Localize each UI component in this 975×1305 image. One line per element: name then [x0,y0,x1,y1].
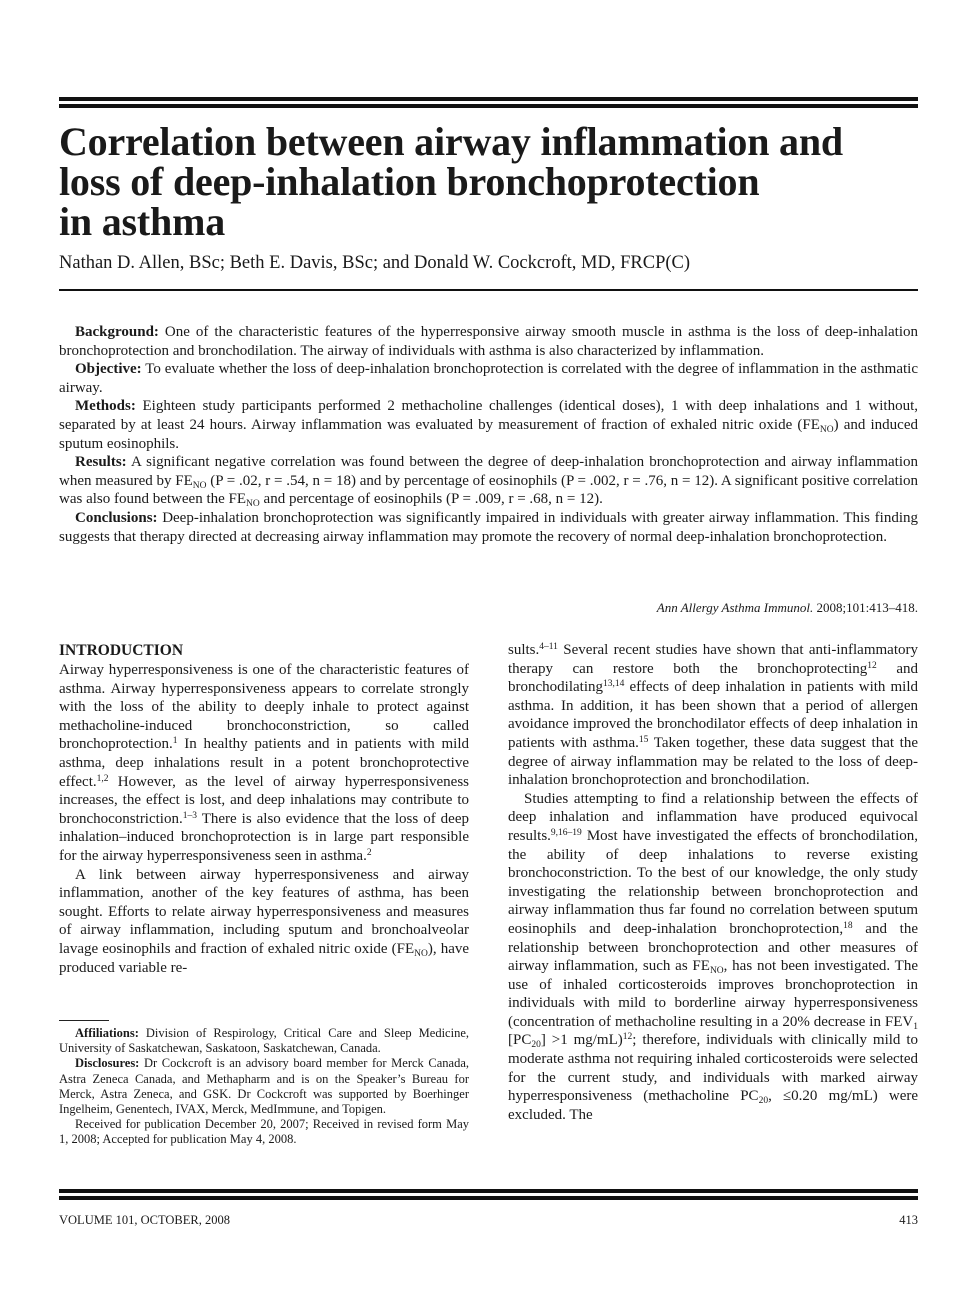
subscript: NO [192,480,207,491]
abstract-conclusions [59,509,918,546]
page-number: 413 [899,1213,918,1227]
affiliations-label: Affiliations: [75,1026,139,1040]
body-paragraph [508,641,918,790]
subscript: NO [414,948,428,959]
top-rule-secondary [59,104,918,108]
abstract-background [59,323,918,360]
abstract-results [59,453,918,509]
journal-citation [657,600,918,616]
volume-info: VOLUME 101, OCTOBER, 2008 [59,1213,230,1227]
conclusions-text: Deep-inhalation bronchoprotection was significantly impaired in individuals with greater airway inflammation. This finding suggests that therapy directed at decreasing airway inflammation may promote the recovery of normal deep-inhalation bronchoprotection. [59,509,918,545]
author-list: Nathan D. Allen, BSc; Beth E. Davis, BSc; and Donald W. Cockcroft, MD, FRCP(C) [59,253,691,273]
abstract [59,323,918,546]
abstract-methods [59,397,918,453]
bottom-rule-secondary [59,1196,918,1200]
objective-label: Objective: [75,361,142,378]
top-rule [59,97,918,101]
results-label: Results: [75,454,127,471]
reference: 1–3 [182,810,197,821]
footnote-divider [59,1020,109,1021]
body-text: sults. [508,642,540,658]
body-text: ), have produced variable re- [59,940,470,976]
body-text: Several recent studies have shown that anti-inflammatory therapy can restore both the bronchoprotecting [508,642,918,677]
abstract-objective [59,360,918,397]
methods-text: Eighteen study participants performed 2 methacholine challenges (identical doses), 1 with deep inhalations and 1 without, separated by at least 24 hours. Airway inflammation was evaluated by measurement of fraction of exhaled nitric oxide (FE [59,398,919,433]
body-text: ] >1 mg/mL) [540,1032,623,1049]
author-divider [59,289,918,291]
body-text: A link between airway hyperresponsiveness and airway inflammation, another of the key features of asthma, has been sought. Efforts to relate airway hyperresponsiveness and measures of airway inflammation, including sputum and bronchoalveolar lavage eosinophils and fraction of exhaled nitric oxide (FE [59,866,469,957]
right-column [508,641,918,1124]
footnote-received: Received for publication December 20, 2007; Received in revised form May 1, 2008; Accepted for publication May 4, 2008. [59,1117,469,1147]
body-text: effects of deep inhalation in patients with mild asthma. In addition, it has been shown that a period of allergen avoidance improved the bronchodilator effects of deep inhalation in patients with asthma. [508,679,918,751]
left-column [59,641,469,977]
objective-text: To evaluate whether the loss of deep-inhalation bronchoprotection is correlated with the degree of inflammation in the asthmatic airway. [59,361,918,396]
subscript: NO [246,499,260,510]
affiliations-text: Division of Respirology, Critical Care and Sleep Medicine, University of Saskatchewan, Saskatoon, Saskatchewan, Canada. [59,1026,469,1056]
subscript: NO [709,966,724,977]
body-text: [PC [508,1032,532,1049]
footnotes [59,1026,469,1148]
methods-label: Methods: [75,398,136,415]
body-text: and bronchodilating [508,660,918,696]
journal-name: Ann Allergy Asthma Immunol. [656,600,814,615]
body-text: , has not been investigated. The use of inhaled corticosteroids improves bronchoprotection in individuals with mild to borderline airway hyperresponsiveness (concentration of methacholine resulting in a 20% decrease in FEV [508,958,918,1030]
reference: 1,2 [96,773,109,784]
disclosures-label: Disclosures: [75,1056,140,1071]
body-text: and the relationship between bronchoprotection and other measures of airway inflammation, such as FE [508,920,918,975]
subscript: 20 [758,1096,769,1107]
body-text: There is also evidence that the loss of deep inhalation–induced bronchoprotection is in large part responsible for the airway hyperresponsiveness seen in asthma. [59,810,469,864]
title-line: loss of deep-inhalation bronchoprotection [59,159,760,204]
reference: 13,14 [602,679,625,690]
reference: 12 [622,1032,633,1043]
title-line: in asthma [59,199,226,244]
footnote-affiliations [59,1026,469,1056]
title-line: Correlation between airway inflammation and [59,119,843,164]
body-text: Studies attempting to find a relationship between the effects of deep inhalation and inflammation have produced equivocal results. [508,790,918,844]
disclosures-text: Dr Cockcroft is an advisory board member for Merck Canada, Astra Zeneca Canada, and Methapharm and is on the Speaker’s Bureau for Merck, Astra Zeneca, and GSK. Dr Cockcroft was supported by Boerhinger Ingelheim, Genentech, IVAX, Merck, MedImmune, and Topigen. [59,1056,470,1117]
results-text: A significant negative correlation was found between the degree of deep-inhalation bronchoprotection and airway inflammation when measured by FE [59,454,918,489]
body-paragraph [59,661,469,866]
subscript: NO [819,424,834,435]
background-text: One of the characteristic features of the hyperresponsive airway smooth muscle in asthma is the loss of deep-inhalation bronchoprotection and bronchodilation. The airway of individuals with asthma is also characterized by inflammation. [59,324,918,359]
reference: 1 [172,736,178,747]
bottom-rule [59,1189,918,1193]
body-text: Airway hyperresponsiveness is one of the characteristic features of asthma. Airway hyperresponsiveness appears to correlate strongly with the loss of the ability to deeply inhale to protect against methacholine-induced bronchoconstriction, so called bronchoprotection. [59,662,469,753]
citation-details: 2008;101:413–418. [813,600,918,615]
body-paragraph [508,790,918,1125]
footnote-disclosures [59,1056,469,1117]
background-label: Background: [75,324,159,340]
article-title [59,119,919,244]
body-text: ; therefore, individuals with clinically mild to moderate asthma not requiring inhaled corticosteroids were selected for the current study, and individuals with marked airway hyperresponsiveness (methacholine PC [508,1032,919,1105]
reference: 4–11 [539,642,558,652]
results-text: (P = .02, r = .54, n = 18) and by percentage of eosinophils (P = .002, r = .76, n = 12). A significant positive correlation was also found between the FE [59,472,919,508]
body-text: , ≤0.20 mg/mL) were excluded. The [508,1088,919,1123]
subscript: 1 [913,1021,918,1032]
body-text: Most have investigated the effects of bronchodilation, the ability of deep inhalations to reverse existing bronchoconstriction. To the best of our knowledge, the only study investigating the relationship between bronchoprotection and airway inflammation thus far found no correlation between sputum eosinophils and deep-inhalation bronchoprotection, [508,827,918,937]
body-paragraph [59,866,469,978]
reference: 15 [638,734,649,745]
results-text: and percentage of eosinophils (P = .009, r = .68, n = 12). [259,491,603,508]
methods-text: ) and induced sputum eosinophils. [59,416,918,452]
reference: 18 [843,920,853,931]
body-text: However, as the level of airway hyperresponsiveness increases, the effect is lost, and deep inhalations may contribute to bronchoconstriction. [59,773,469,827]
reference: 12 [867,660,877,671]
body-text: In healthy patients and in patients with mild asthma, deep inhalations result in a potent bronchoprotective effect. [59,736,469,790]
reference: 2 [366,847,372,858]
conclusions-label: Conclusions: [75,509,158,526]
subscript: 20 [531,1040,541,1051]
body-text: Taken together, these data suggest that the degree of airway inflammation may be related to the loss of deep-inhalation bronchoprotection and bronchodilation. [508,734,919,789]
reference: 9,16–19 [550,827,582,838]
section-heading: INTRODUCTION [59,642,184,659]
